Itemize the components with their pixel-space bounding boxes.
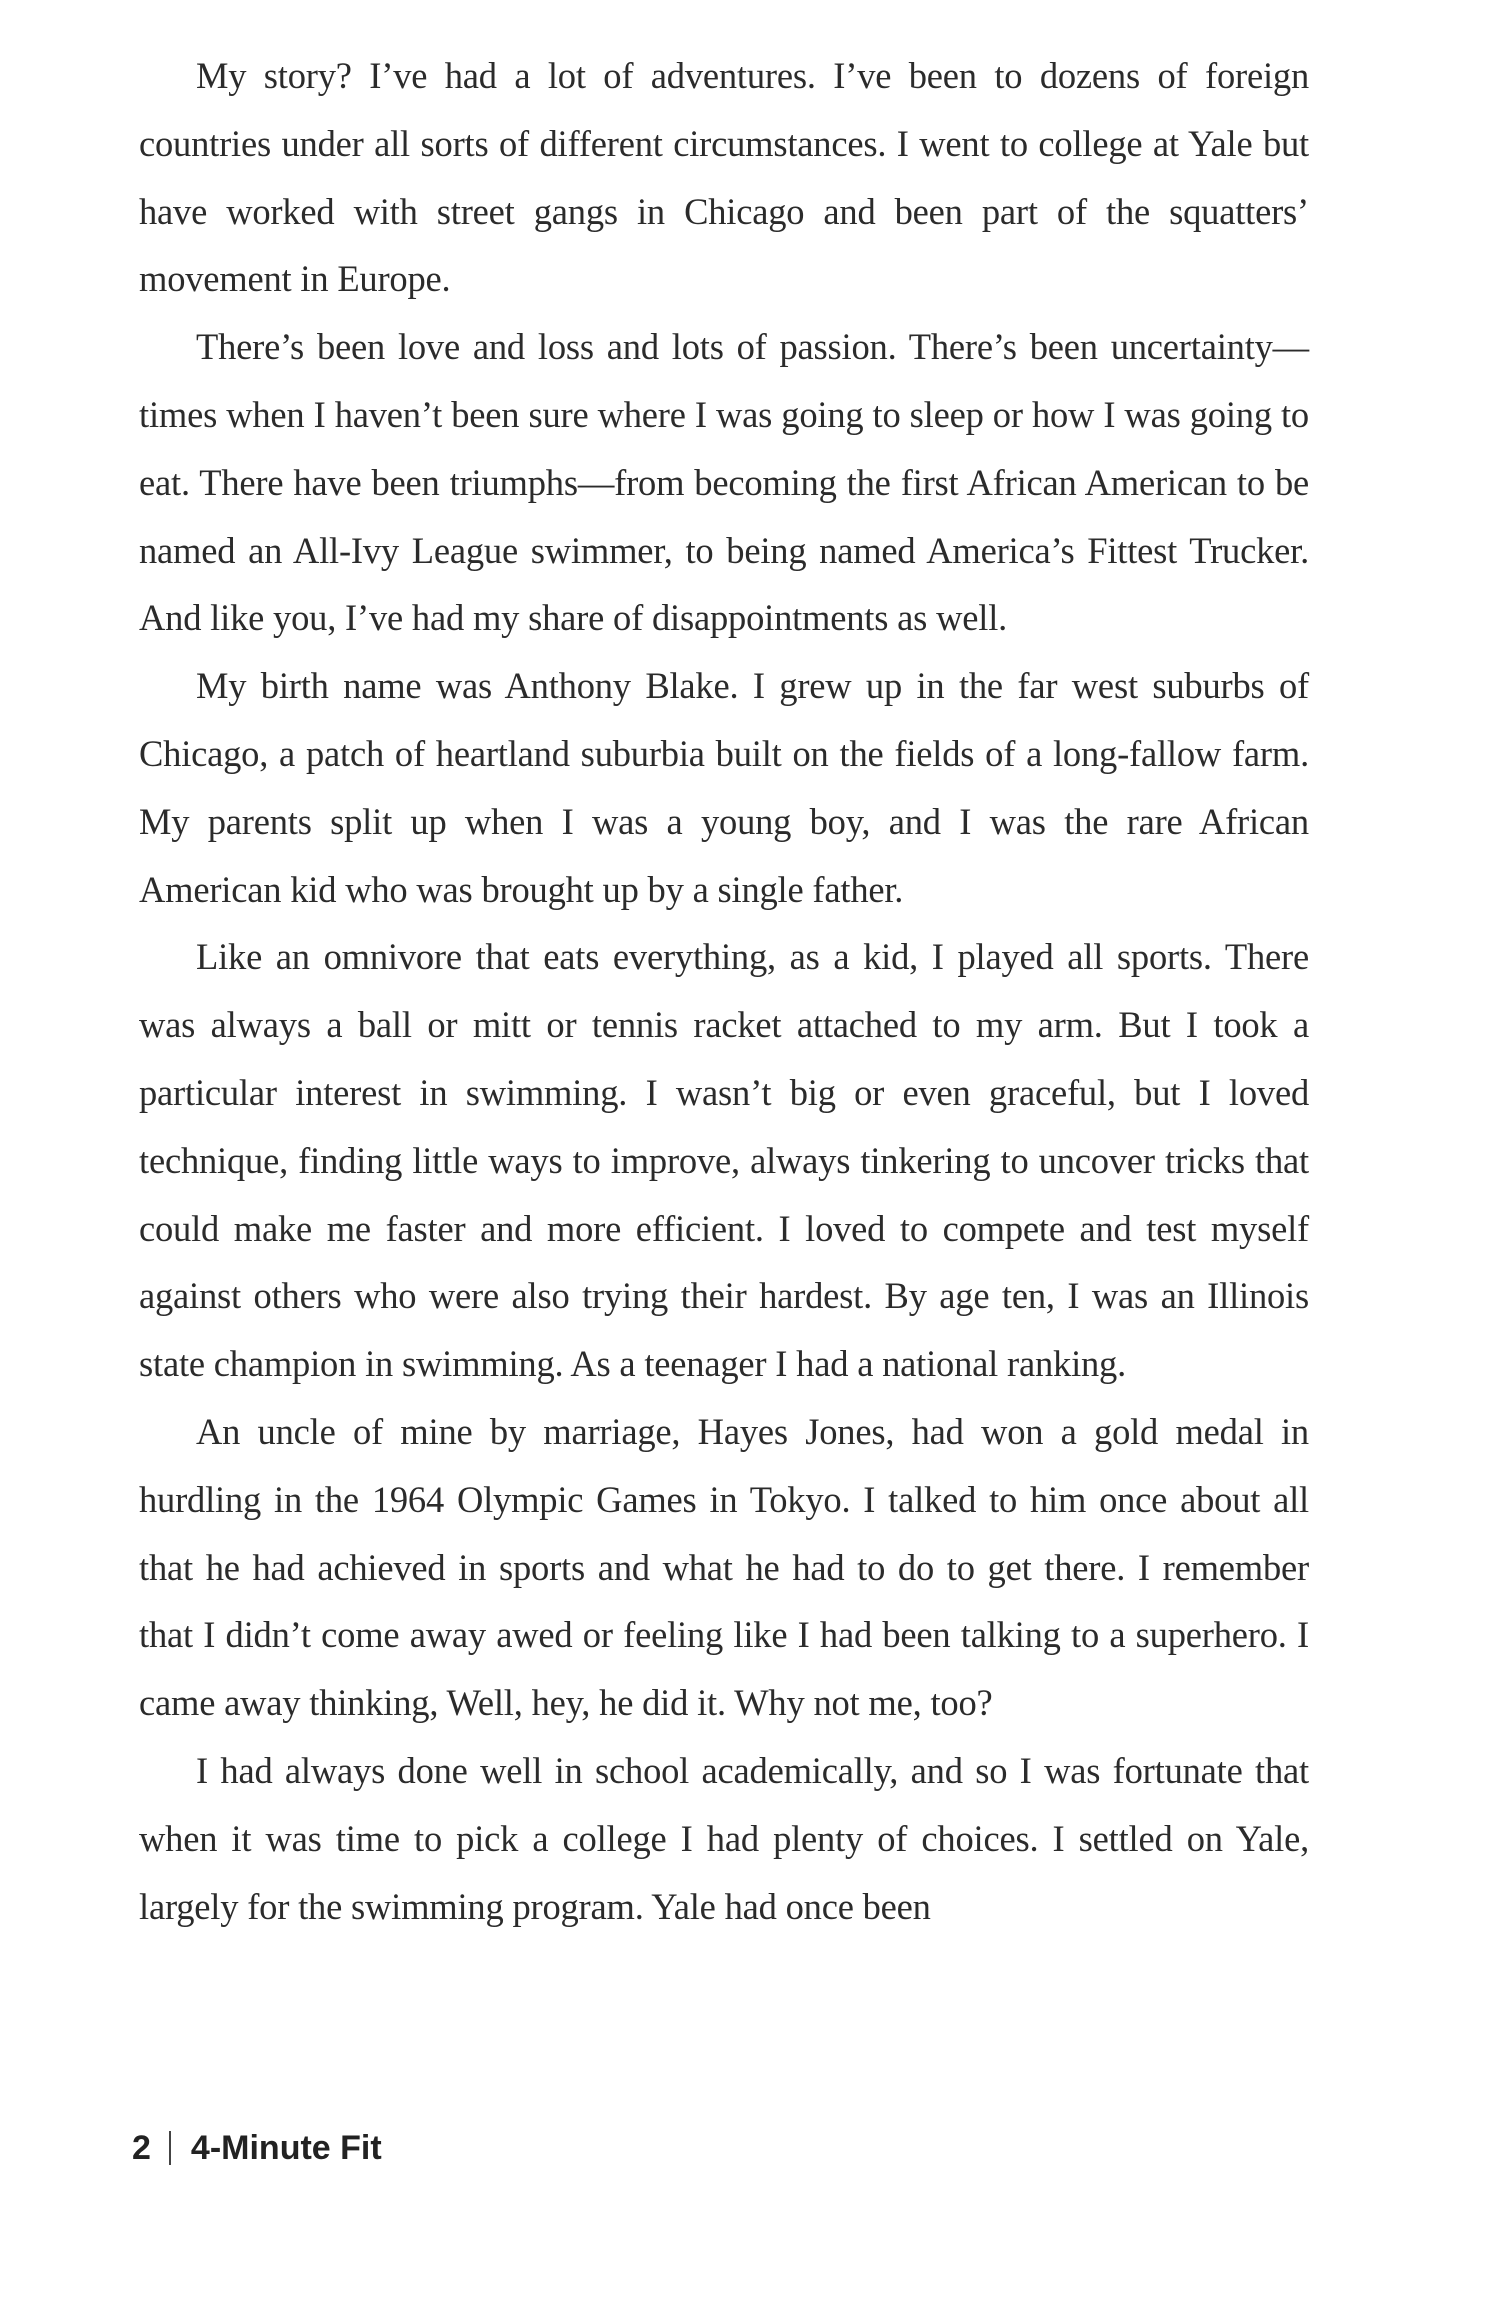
body-text xyxy=(139,42,1309,1940)
footer-divider xyxy=(169,2131,171,2165)
page-footer xyxy=(132,2118,382,2178)
paragraph: My birth name was Anthony Blake. I grew up in the far west suburbs of Chicago, a patch of heartland suburbia built on the fields of a long-fallow farm. My parents split up when I was a young boy, and I was the rare African American kid who was brought up by a single father. xyxy=(139,665,1309,910)
paragraph: An uncle of mine by marriage, Hayes Jones, had won a gold medal in hurdling in the 1964 Olympic Games in Tokyo. I talked to him once about all that he had achieved in sports and what he had to do to get there. I remember that I didn’t come away awed or feeling like I had been talking to a superhero. I came away thinking, Well, hey, he did it. Why not me, too? xyxy=(139,1410,1309,1724)
page-number: 2 xyxy=(132,2128,151,2167)
paragraph: I had always done well in school academically, and so I was fortunate that when it was time to pick a college I had plenty of choices. I settled on Yale, largely for the swimming program. Yale had once been xyxy=(139,1749,1309,1927)
paragraph: There’s been love and loss and lots of passion. There’s been uncertainty—times when I haven’t been sure where I was going to sleep or how I was going to eat. There have been triumphs—from becoming the first African American to be named an All-Ivy League swimmer, to being named America’s Fittest Trucker. And like you, I’ve had my share of disappointments as well. xyxy=(139,326,1309,639)
paragraph: My story? I’ve had a lot of adventures. I’ve been to dozens of foreign countries under all sorts of different circumstances. I went to college at Yale but have worked with street gangs in Chicago and been part of the squatters’ movement in Europe. xyxy=(139,55,1309,300)
paragraph: Like an omnivore that eats everything, as a kid, I played all sports. There was always a ball or mitt or tennis racket attached to my arm. But I took a particular interest in swimming. I wasn’t big or even graceful, but I loved technique, finding little ways to improve, always tinkering to uncover tricks that could make me faster and more efficient. I loved to compete and test myself against others who were also trying their hardest. By age ten, I was an Illinois state champion in swimming. As a teenager I had a national ranking. xyxy=(139,936,1309,1385)
book-title: 4-Minute Fit xyxy=(190,2128,382,2167)
